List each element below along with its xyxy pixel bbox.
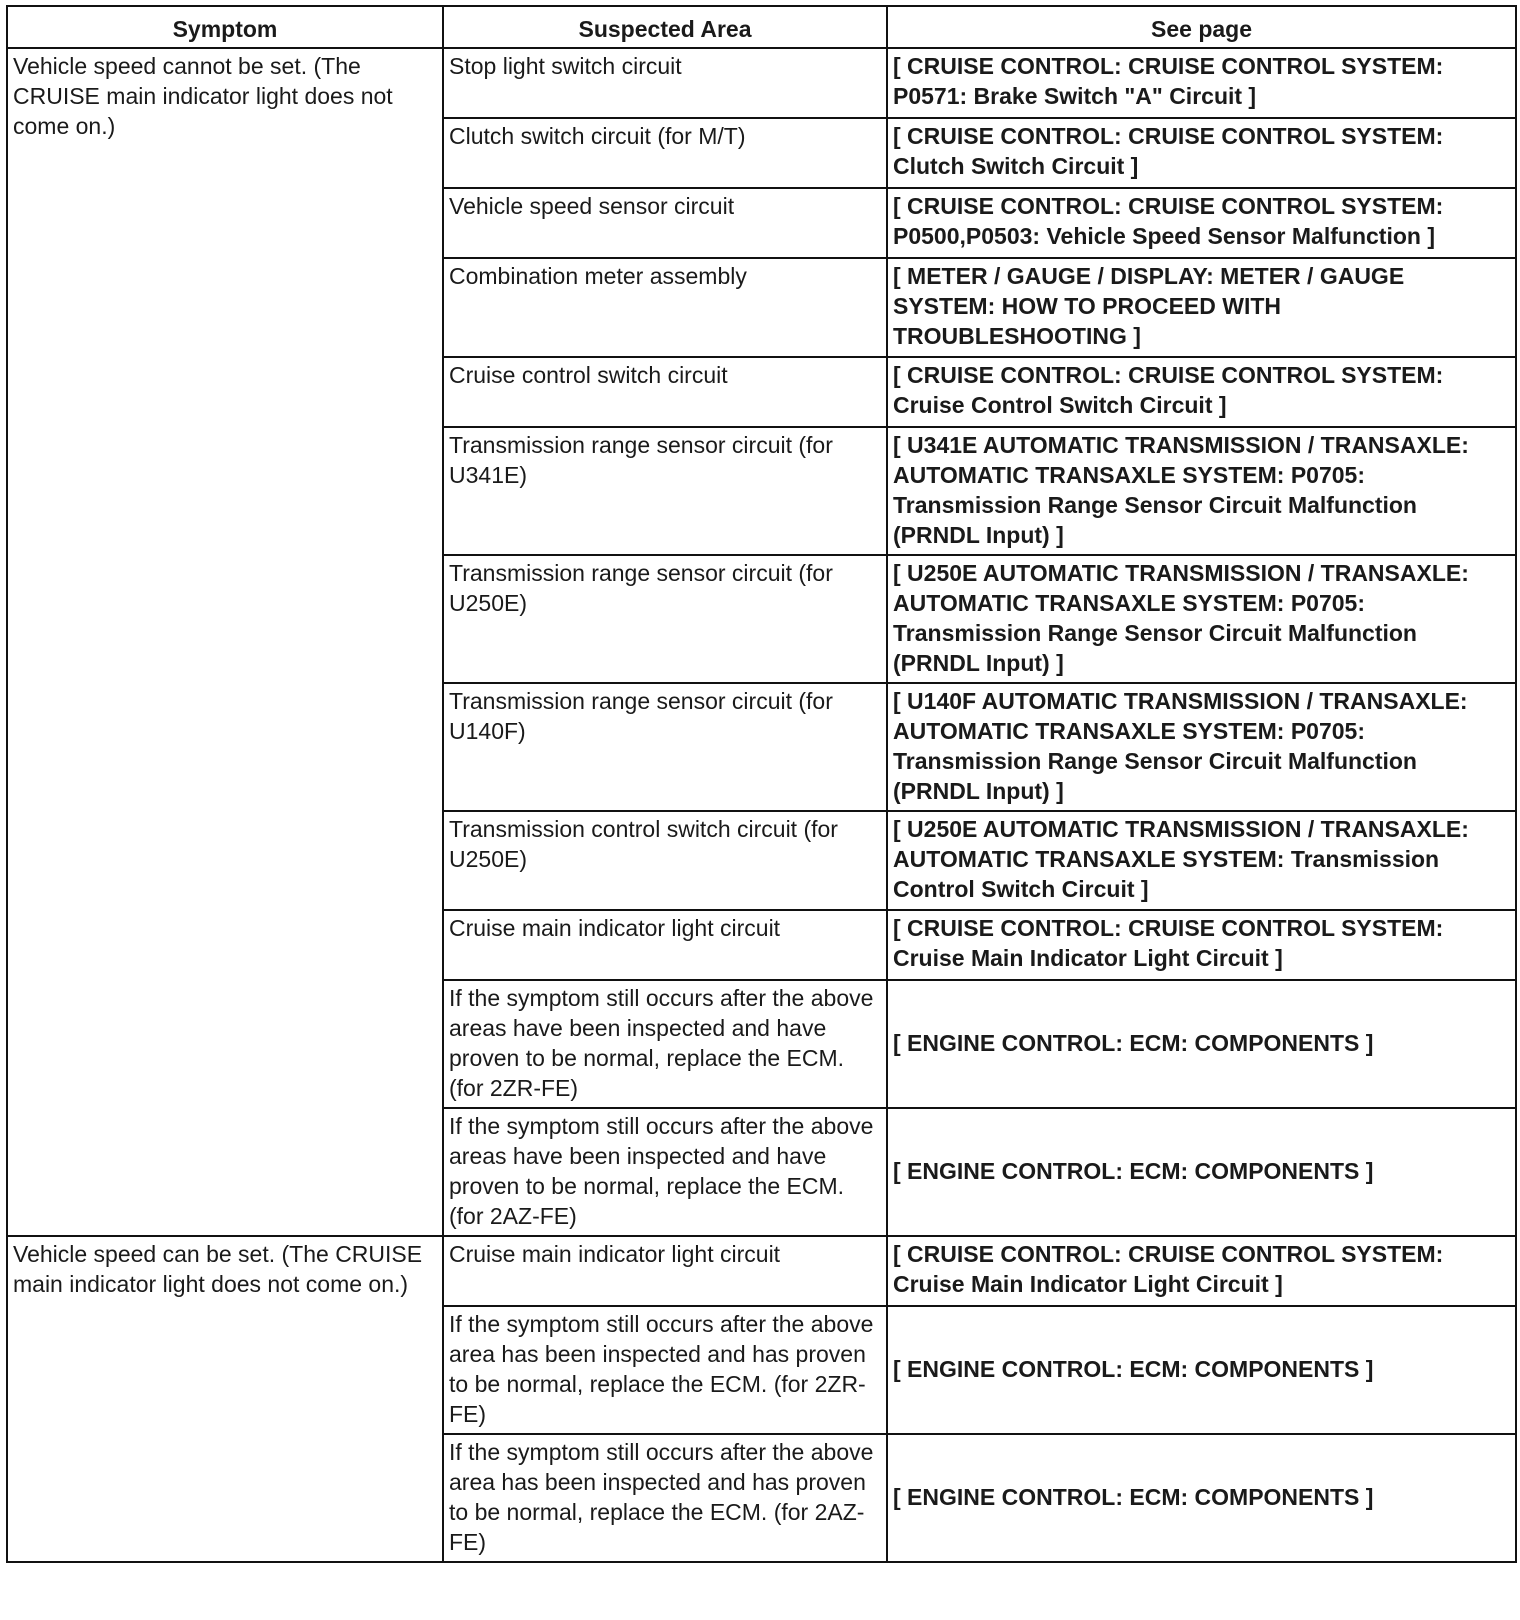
- suspected-area-cell: If the symptom still occurs after the above areas have been inspected and have proven to be normal, replace the ECM. (for 2AZ-FE): [443, 1108, 887, 1236]
- suspected-area-cell: Transmission control switch circuit (for U250E): [443, 811, 887, 910]
- suspected-area-cell: Vehicle speed sensor circuit: [443, 188, 887, 258]
- see-page-link[interactable]: [ U341E AUTOMATIC TRANSMISSION / TRANSAXLE: AUTOMATIC TRANSAXLE SYSTEM: P0705: Transmission Range Sensor Circuit Malfunction (PRNDL Input) ]: [887, 427, 1516, 555]
- suspected-area-cell: Transmission range sensor circuit (for U140F): [443, 683, 887, 811]
- header-see-page: See page: [887, 6, 1516, 48]
- troubleshooting-table: [6, 5, 1517, 1563]
- header-symptom: Symptom: [7, 6, 443, 48]
- suspected-area-cell: Cruise main indicator light circuit: [443, 910, 887, 980]
- suspected-area-cell: Stop light switch circuit: [443, 48, 887, 118]
- suspected-area-cell: If the symptom still occurs after the above area has been inspected and has proven to be normal, replace the ECM. (for 2AZ-FE): [443, 1434, 887, 1562]
- suspected-area-cell: Transmission range sensor circuit (for U341E): [443, 427, 887, 555]
- symptom-cell: Vehicle speed can be set. (The CRUISE main indicator light does not come on.): [7, 1236, 443, 1562]
- header-suspected-area: Suspected Area: [443, 6, 887, 48]
- see-page-link[interactable]: [ CRUISE CONTROL: CRUISE CONTROL SYSTEM: Cruise Main Indicator Light Circuit ]: [887, 1236, 1516, 1306]
- see-page-link[interactable]: [ CRUISE CONTROL: CRUISE CONTROL SYSTEM: Cruise Main Indicator Light Circuit ]: [887, 910, 1516, 980]
- suspected-area-cell: Cruise control switch circuit: [443, 357, 887, 427]
- see-page-link[interactable]: [ ENGINE CONTROL: ECM: COMPONENTS ]: [887, 1434, 1516, 1562]
- see-page-link[interactable]: [ ENGINE CONTROL: ECM: COMPONENTS ]: [887, 1108, 1516, 1236]
- suspected-area-cell: If the symptom still occurs after the above area has been inspected and has proven to be normal, replace the ECM. (for 2ZR-FE): [443, 1306, 887, 1434]
- see-page-link[interactable]: [ ENGINE CONTROL: ECM: COMPONENTS ]: [887, 1306, 1516, 1434]
- see-page-link[interactable]: [ CRUISE CONTROL: CRUISE CONTROL SYSTEM: Clutch Switch Circuit ]: [887, 118, 1516, 188]
- header-row: [7, 6, 1516, 48]
- suspected-area-cell: Cruise main indicator light circuit: [443, 1236, 887, 1306]
- symptom-cell: Vehicle speed cannot be set. (The CRUISE main indicator light does not come on.): [7, 48, 443, 1236]
- see-page-link[interactable]: [ CRUISE CONTROL: CRUISE CONTROL SYSTEM: Cruise Control Switch Circuit ]: [887, 357, 1516, 427]
- suspected-area-cell: Clutch switch circuit (for M/T): [443, 118, 887, 188]
- see-page-link[interactable]: [ U250E AUTOMATIC TRANSMISSION / TRANSAXLE: AUTOMATIC TRANSAXLE SYSTEM: P0705: Transmission Range Sensor Circuit Malfunction (PRNDL Input) ]: [887, 555, 1516, 683]
- suspected-area-cell: Combination meter assembly: [443, 258, 887, 357]
- see-page-link[interactable]: [ ENGINE CONTROL: ECM: COMPONENTS ]: [887, 980, 1516, 1108]
- see-page-link[interactable]: [ CRUISE CONTROL: CRUISE CONTROL SYSTEM: P0500,P0503: Vehicle Speed Sensor Malfunction ]: [887, 188, 1516, 258]
- table-row: [7, 48, 1516, 118]
- suspected-area-cell: Transmission range sensor circuit (for U250E): [443, 555, 887, 683]
- see-page-link[interactable]: [ U250E AUTOMATIC TRANSMISSION / TRANSAXLE: AUTOMATIC TRANSAXLE SYSTEM: Transmission Control Switch Circuit ]: [887, 811, 1516, 910]
- table-row: [7, 1236, 1516, 1306]
- see-page-link[interactable]: [ METER / GAUGE / DISPLAY: METER / GAUGE SYSTEM: HOW TO PROCEED WITH TROUBLESHOOTING ]: [887, 258, 1516, 357]
- see-page-link[interactable]: [ U140F AUTOMATIC TRANSMISSION / TRANSAXLE: AUTOMATIC TRANSAXLE SYSTEM: P0705: Transmission Range Sensor Circuit Malfunction (PRNDL Input) ]: [887, 683, 1516, 811]
- suspected-area-cell: If the symptom still occurs after the above areas have been inspected and have proven to be normal, replace the ECM. (for 2ZR-FE): [443, 980, 887, 1108]
- see-page-link[interactable]: [ CRUISE CONTROL: CRUISE CONTROL SYSTEM: P0571: Brake Switch "A" Circuit ]: [887, 48, 1516, 118]
